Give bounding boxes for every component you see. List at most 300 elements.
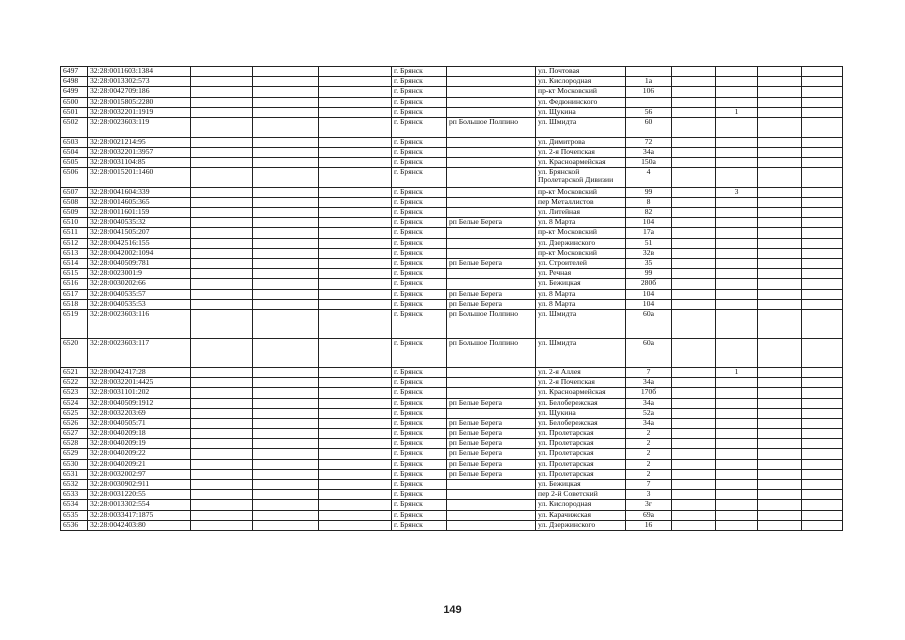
empty-cell — [191, 147, 253, 157]
empty-cell — [758, 228, 802, 238]
cadastral-number-cell: 32:28:0032201:4425 — [88, 378, 191, 388]
empty-cell — [672, 117, 716, 137]
empty-cell — [802, 269, 843, 279]
empty-cell — [319, 449, 392, 459]
empty-cell — [672, 439, 716, 449]
empty-cell — [802, 218, 843, 228]
cadastral-number-cell: 32:28:0032002:97 — [88, 469, 191, 479]
settlement-cell — [447, 500, 536, 510]
house-number-cell: 35 — [626, 259, 672, 269]
empty-cell — [319, 107, 392, 117]
settlement-cell — [447, 107, 536, 117]
street-cell: ул. Литейная — [536, 208, 626, 218]
empty-cell — [758, 259, 802, 269]
empty-cell — [672, 338, 716, 367]
row-number-cell: 6536 — [61, 520, 88, 530]
empty-cell — [758, 510, 802, 520]
empty-cell — [253, 269, 319, 279]
empty-cell — [191, 77, 253, 87]
empty-cell — [253, 187, 319, 197]
empty-cell — [319, 187, 392, 197]
city-cell: г. Брянск — [392, 480, 447, 490]
empty-cell — [758, 500, 802, 510]
row-number-cell: 6533 — [61, 490, 88, 500]
settlement-cell — [447, 168, 536, 188]
empty-cell — [191, 248, 253, 258]
empty-cell — [802, 469, 843, 479]
house-number-cell: 32в — [626, 248, 672, 258]
empty-cell — [758, 520, 802, 530]
empty-cell — [672, 208, 716, 218]
cadastral-number-cell: 32:28:0040505:71 — [88, 418, 191, 428]
empty-cell — [319, 469, 392, 479]
empty-cell — [672, 187, 716, 197]
empty-cell — [253, 197, 319, 207]
empty-cell — [191, 289, 253, 299]
city-cell: г. Брянск — [392, 279, 447, 289]
property-registry-table — [60, 66, 843, 531]
empty-cell — [253, 77, 319, 87]
street-cell: ул. Белобережская — [536, 398, 626, 408]
cadastral-number-cell: 32:28:0015201:1460 — [88, 168, 191, 188]
row-number-cell: 6527 — [61, 429, 88, 439]
table-row — [61, 197, 843, 207]
empty-cell — [758, 97, 802, 107]
settlement-cell: рп Белые Берега — [447, 259, 536, 269]
house-number-cell — [626, 97, 672, 107]
city-cell: г. Брянск — [392, 500, 447, 510]
empty-cell — [802, 77, 843, 87]
empty-cell — [319, 429, 392, 439]
table-row — [61, 97, 843, 107]
house-number-cell: 56 — [626, 107, 672, 117]
city-cell: г. Брянск — [392, 97, 447, 107]
row-number-cell: 6518 — [61, 299, 88, 309]
empty-cell — [672, 469, 716, 479]
empty-cell — [253, 480, 319, 490]
apartment-cell — [716, 459, 758, 469]
apartment-cell — [716, 490, 758, 500]
cadastral-number-cell: 32:28:0041505:207 — [88, 228, 191, 238]
empty-cell — [191, 67, 253, 77]
table-row — [61, 67, 843, 77]
empty-cell — [253, 137, 319, 147]
empty-cell — [319, 418, 392, 428]
empty-cell — [191, 500, 253, 510]
city-cell: г. Брянск — [392, 208, 447, 218]
street-cell: ул. Федюнинского — [536, 97, 626, 107]
empty-cell — [758, 378, 802, 388]
cadastral-number-cell: 32:28:0042002:1094 — [88, 248, 191, 258]
empty-cell — [672, 168, 716, 188]
empty-cell — [672, 459, 716, 469]
table-row — [61, 269, 843, 279]
empty-cell — [253, 67, 319, 77]
empty-cell — [253, 228, 319, 238]
empty-cell — [672, 218, 716, 228]
cadastral-number-cell: 32:28:0014605:365 — [88, 197, 191, 207]
cadastral-number-cell: 32:28:0011601:159 — [88, 208, 191, 218]
house-number-cell: 1а — [626, 77, 672, 87]
row-number-cell: 6498 — [61, 77, 88, 87]
table-row — [61, 168, 843, 188]
row-number-cell: 6515 — [61, 269, 88, 279]
house-number-cell: 60а — [626, 338, 672, 367]
row-number-cell: 6509 — [61, 208, 88, 218]
empty-cell — [802, 439, 843, 449]
settlement-cell — [447, 77, 536, 87]
apartment-cell — [716, 418, 758, 428]
empty-cell — [672, 299, 716, 309]
empty-cell — [672, 197, 716, 207]
apartment-cell — [716, 238, 758, 248]
settlement-cell — [447, 87, 536, 97]
settlement-cell — [447, 97, 536, 107]
empty-cell — [758, 469, 802, 479]
empty-cell — [319, 378, 392, 388]
table-row — [61, 490, 843, 500]
empty-cell — [319, 510, 392, 520]
settlement-cell: рп Белые Берега — [447, 418, 536, 428]
city-cell: г. Брянск — [392, 510, 447, 520]
row-number-cell: 6511 — [61, 228, 88, 238]
cadastral-number-cell: 32:28:0040535:32 — [88, 218, 191, 228]
empty-cell — [319, 238, 392, 248]
cadastral-number-cell: 32:28:0042417:28 — [88, 367, 191, 377]
cadastral-number-cell: 32:28:0023603:117 — [88, 338, 191, 367]
cadastral-number-cell: 32:28:0041604:339 — [88, 187, 191, 197]
city-cell: г. Брянск — [392, 238, 447, 248]
empty-cell — [253, 309, 319, 338]
street-cell: ул. Пролетарская — [536, 469, 626, 479]
empty-cell — [319, 157, 392, 167]
empty-cell — [253, 378, 319, 388]
empty-cell — [672, 107, 716, 117]
house-number-cell: 280б — [626, 279, 672, 289]
city-cell: г. Брянск — [392, 269, 447, 279]
apartment-cell — [716, 259, 758, 269]
empty-cell — [758, 87, 802, 97]
empty-cell — [758, 408, 802, 418]
house-number-cell: 52а — [626, 408, 672, 418]
house-number-cell: 2 — [626, 469, 672, 479]
empty-cell — [758, 388, 802, 398]
table-row — [61, 520, 843, 530]
empty-cell — [191, 107, 253, 117]
row-number-cell: 6506 — [61, 168, 88, 188]
settlement-cell: рп Белые Берега — [447, 289, 536, 299]
settlement-cell: рп Белые Берега — [447, 218, 536, 228]
apartment-cell — [716, 480, 758, 490]
empty-cell — [319, 367, 392, 377]
city-cell: г. Брянск — [392, 67, 447, 77]
street-cell: ул. Щукина — [536, 408, 626, 418]
apartment-cell — [716, 157, 758, 167]
row-number-cell: 6534 — [61, 500, 88, 510]
empty-cell — [758, 429, 802, 439]
street-cell: ул. Карачижская — [536, 510, 626, 520]
settlement-cell: рп Большое Полпино — [447, 309, 536, 338]
apartment-cell — [716, 168, 758, 188]
city-cell: г. Брянск — [392, 248, 447, 258]
settlement-cell — [447, 157, 536, 167]
city-cell: г. Брянск — [392, 408, 447, 418]
settlement-cell — [447, 197, 536, 207]
table-row — [61, 228, 843, 238]
house-number-cell — [626, 67, 672, 77]
empty-cell — [672, 520, 716, 530]
empty-cell — [253, 429, 319, 439]
settlement-cell — [447, 408, 536, 418]
table-row — [61, 398, 843, 408]
house-number-cell: 69а — [626, 510, 672, 520]
row-number-cell: 6508 — [61, 197, 88, 207]
empty-cell — [319, 97, 392, 107]
empty-cell — [253, 208, 319, 218]
empty-cell — [319, 439, 392, 449]
empty-cell — [319, 269, 392, 279]
street-cell: ул. 8 Марта — [536, 218, 626, 228]
cadastral-number-cell: 32:28:0040209:22 — [88, 449, 191, 459]
row-number-cell: 6535 — [61, 510, 88, 520]
street-cell: ул. 8 Марта — [536, 289, 626, 299]
apartment-cell: 1 — [716, 367, 758, 377]
empty-cell — [191, 87, 253, 97]
row-number-cell: 6499 — [61, 87, 88, 97]
row-number-cell: 6507 — [61, 187, 88, 197]
empty-cell — [802, 338, 843, 367]
apartment-cell — [716, 299, 758, 309]
row-number-cell: 6516 — [61, 279, 88, 289]
row-number-cell: 6512 — [61, 238, 88, 248]
city-cell: г. Брянск — [392, 197, 447, 207]
house-number-cell: 34а — [626, 398, 672, 408]
empty-cell — [319, 218, 392, 228]
empty-cell — [672, 490, 716, 500]
empty-cell — [672, 87, 716, 97]
empty-cell — [672, 137, 716, 147]
house-number-cell: 3г — [626, 500, 672, 510]
empty-cell — [672, 480, 716, 490]
street-cell: ул. Шмидта — [536, 309, 626, 338]
settlement-cell — [447, 208, 536, 218]
empty-cell — [802, 378, 843, 388]
empty-cell — [253, 439, 319, 449]
table-row — [61, 248, 843, 258]
empty-cell — [758, 157, 802, 167]
house-number-cell: 7 — [626, 480, 672, 490]
cadastral-number-cell: 32:28:0040209:18 — [88, 429, 191, 439]
cadastral-number-cell: 32:28:0032201:1919 — [88, 107, 191, 117]
table-row — [61, 480, 843, 490]
apartment-cell — [716, 520, 758, 530]
apartment-cell — [716, 309, 758, 338]
apartment-cell: 1 — [716, 107, 758, 117]
table-row — [61, 289, 843, 299]
empty-cell — [253, 248, 319, 258]
empty-cell — [672, 309, 716, 338]
apartment-cell — [716, 469, 758, 479]
row-number-cell: 6529 — [61, 449, 88, 459]
empty-cell — [191, 439, 253, 449]
street-cell: ул. Пролетарская — [536, 439, 626, 449]
empty-cell — [319, 228, 392, 238]
table-row — [61, 510, 843, 520]
empty-cell — [191, 269, 253, 279]
apartment-cell — [716, 439, 758, 449]
empty-cell — [319, 279, 392, 289]
street-cell: ул. Пролетарская — [536, 459, 626, 469]
empty-cell — [802, 490, 843, 500]
empty-cell — [191, 408, 253, 418]
empty-cell — [319, 338, 392, 367]
empty-cell — [802, 168, 843, 188]
house-number-cell: 82 — [626, 208, 672, 218]
empty-cell — [672, 259, 716, 269]
empty-cell — [191, 157, 253, 167]
empty-cell — [191, 218, 253, 228]
row-number-cell: 6523 — [61, 388, 88, 398]
street-cell: ул. Почтовая — [536, 67, 626, 77]
city-cell: г. Брянск — [392, 418, 447, 428]
empty-cell — [802, 279, 843, 289]
empty-cell — [253, 107, 319, 117]
empty-cell — [802, 520, 843, 530]
empty-cell — [253, 279, 319, 289]
cadastral-number-cell: 32:28:0021214:95 — [88, 137, 191, 147]
empty-cell — [802, 309, 843, 338]
empty-cell — [672, 388, 716, 398]
apartment-cell — [716, 338, 758, 367]
empty-cell — [672, 449, 716, 459]
city-cell: г. Брянск — [392, 520, 447, 530]
empty-cell — [802, 248, 843, 258]
empty-cell — [319, 459, 392, 469]
apartment-cell — [716, 137, 758, 147]
row-number-cell: 6525 — [61, 408, 88, 418]
street-cell: ул. Кислородная — [536, 500, 626, 510]
city-cell: г. Брянск — [392, 147, 447, 157]
cadastral-number-cell: 32:28:0042709:186 — [88, 87, 191, 97]
apartment-cell — [716, 77, 758, 87]
row-number-cell: 6526 — [61, 418, 88, 428]
empty-cell — [758, 309, 802, 338]
settlement-cell: рп Белые Берега — [447, 398, 536, 408]
city-cell: г. Брянск — [392, 218, 447, 228]
empty-cell — [802, 157, 843, 167]
empty-cell — [802, 208, 843, 218]
empty-cell — [319, 87, 392, 97]
empty-cell — [253, 147, 319, 157]
empty-cell — [253, 259, 319, 269]
street-cell: пер 2-й Советский — [536, 490, 626, 500]
house-number-cell: 60а — [626, 309, 672, 338]
empty-cell — [191, 490, 253, 500]
settlement-cell: рп Белые Берега — [447, 459, 536, 469]
city-cell: г. Брянск — [392, 378, 447, 388]
apartment-cell — [716, 449, 758, 459]
street-cell: ул. Красноармейская — [536, 157, 626, 167]
empty-cell — [253, 490, 319, 500]
row-number-cell: 6521 — [61, 367, 88, 377]
cadastral-number-cell: 32:28:0031101:202 — [88, 388, 191, 398]
cadastral-number-cell: 32:28:0040509:781 — [88, 259, 191, 269]
row-number-cell: 6510 — [61, 218, 88, 228]
city-cell: г. Брянск — [392, 309, 447, 338]
apartment-cell — [716, 218, 758, 228]
street-cell: ул. Красноармейская — [536, 388, 626, 398]
apartment-cell — [716, 500, 758, 510]
empty-cell — [319, 299, 392, 309]
empty-cell — [802, 398, 843, 408]
house-number-cell: 8 — [626, 197, 672, 207]
house-number-cell: 99 — [626, 269, 672, 279]
house-number-cell: 7 — [626, 367, 672, 377]
city-cell: г. Брянск — [392, 228, 447, 238]
table-row — [61, 279, 843, 289]
cadastral-number-cell: 32:28:0040509:1912 — [88, 398, 191, 408]
apartment-cell — [716, 510, 758, 520]
empty-cell — [672, 279, 716, 289]
empty-cell — [672, 398, 716, 408]
empty-cell — [319, 248, 392, 258]
empty-cell — [319, 197, 392, 207]
street-cell: ул. Димитрова — [536, 137, 626, 147]
empty-cell — [802, 367, 843, 377]
house-number-cell: 2 — [626, 449, 672, 459]
empty-cell — [802, 197, 843, 207]
settlement-cell — [447, 228, 536, 238]
cadastral-number-cell: 32:28:0040535:57 — [88, 289, 191, 299]
cadastral-number-cell: 32:28:0040209:21 — [88, 459, 191, 469]
empty-cell — [191, 259, 253, 269]
city-cell: г. Брянск — [392, 157, 447, 167]
settlement-cell — [447, 67, 536, 77]
city-cell: г. Брянск — [392, 367, 447, 377]
table-row — [61, 439, 843, 449]
street-cell: ул. Речная — [536, 269, 626, 279]
table-row — [61, 449, 843, 459]
empty-cell — [319, 388, 392, 398]
empty-cell — [672, 429, 716, 439]
apartment-cell — [716, 97, 758, 107]
cadastral-number-cell: 32:28:0015805:2280 — [88, 97, 191, 107]
city-cell: г. Брянск — [392, 137, 447, 147]
city-cell: г. Брянск — [392, 388, 447, 398]
empty-cell — [319, 137, 392, 147]
settlement-cell — [447, 137, 536, 147]
empty-cell — [191, 449, 253, 459]
house-number-cell: 4 — [626, 168, 672, 188]
empty-cell — [319, 168, 392, 188]
empty-cell — [253, 238, 319, 248]
empty-cell — [758, 248, 802, 258]
table-row — [61, 338, 843, 367]
city-cell: г. Брянск — [392, 338, 447, 367]
empty-cell — [758, 490, 802, 500]
empty-cell — [672, 67, 716, 77]
row-number-cell: 6528 — [61, 439, 88, 449]
empty-cell — [253, 510, 319, 520]
empty-cell — [672, 418, 716, 428]
empty-cell — [758, 289, 802, 299]
empty-cell — [191, 459, 253, 469]
city-cell: г. Брянск — [392, 77, 447, 87]
settlement-cell — [447, 147, 536, 157]
row-number-cell: 6519 — [61, 309, 88, 338]
empty-cell — [802, 259, 843, 269]
street-cell: пер Металлистов — [536, 197, 626, 207]
